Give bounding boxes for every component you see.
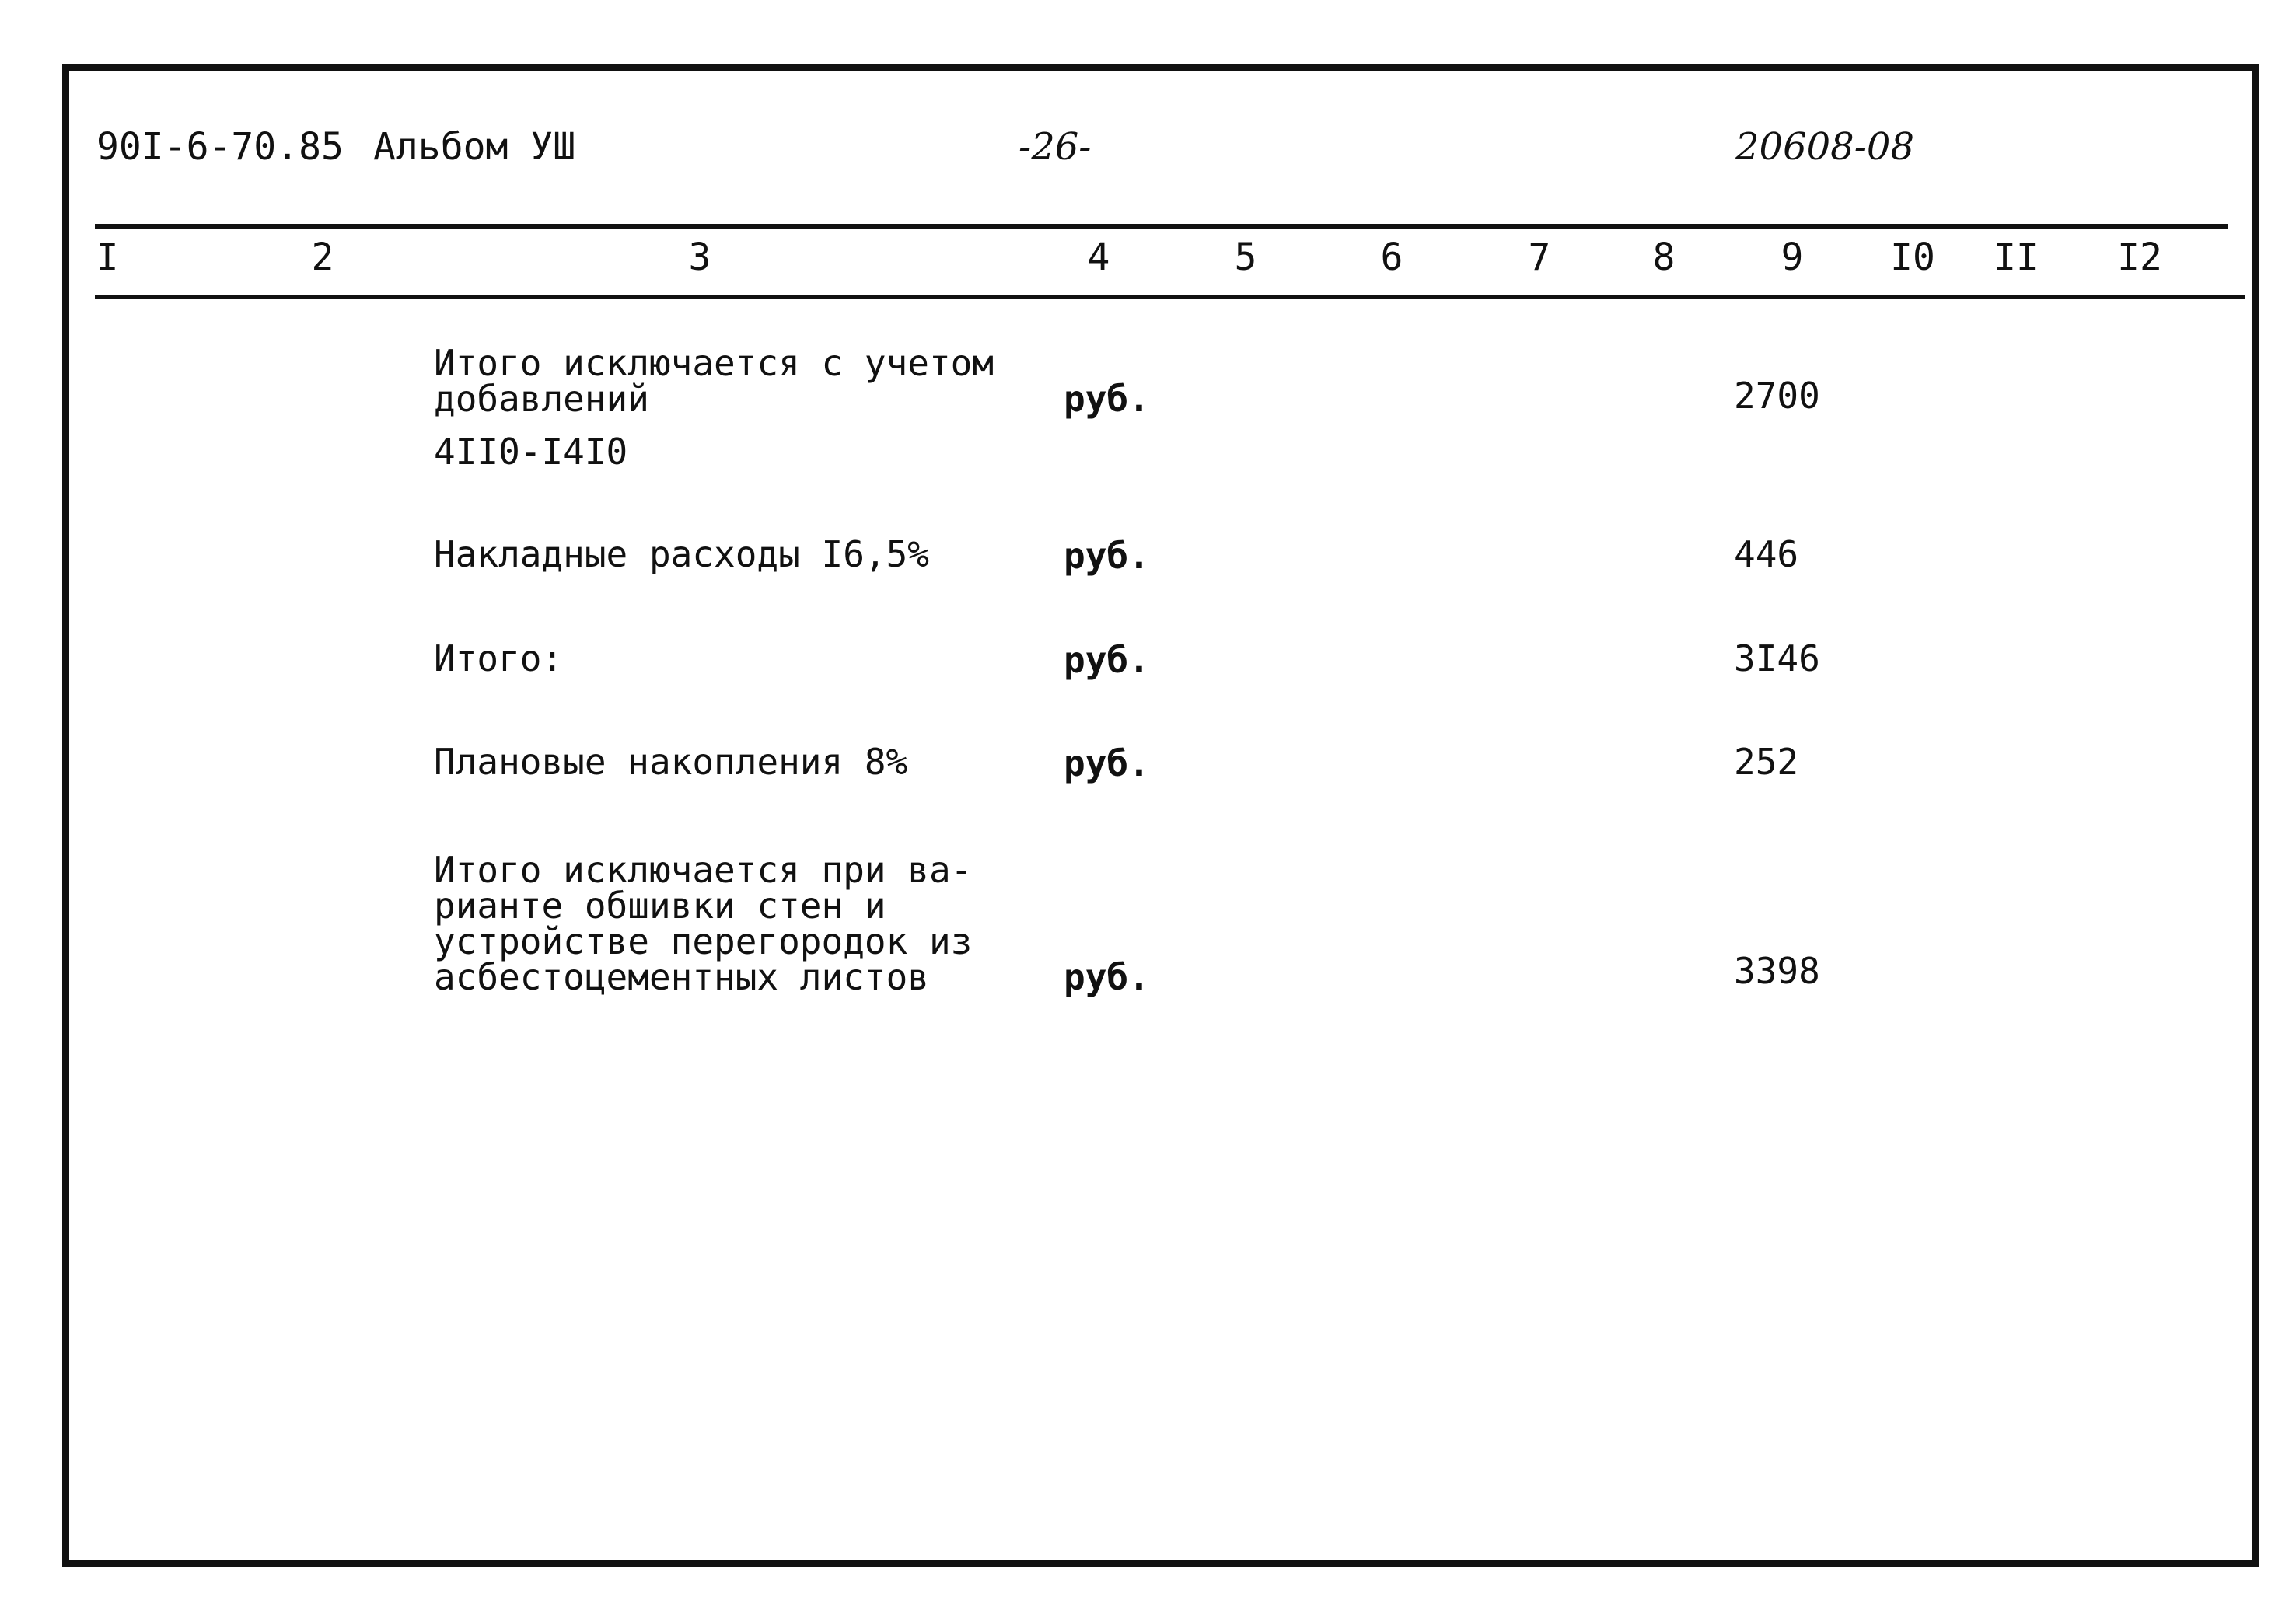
column-number-4: 4 (1087, 236, 1110, 279)
row-5-description-line-2: рианте обшивки стен и (434, 885, 886, 927)
column-number-2: 2 (311, 236, 334, 279)
row-1-subcode: 4II0-I4I0 (434, 431, 628, 473)
row-4-unit: руб. (1064, 742, 1150, 784)
column-number-12: I2 (2117, 236, 2162, 279)
column-number-11: II (1994, 236, 2039, 279)
row-5-description-line-4: асбестоцементных листов (434, 956, 929, 998)
column-number-9: 9 (1781, 236, 1804, 279)
row-2-description: Накладные расходы I6,5% (434, 533, 929, 575)
document-code: 90I-6-70.85 (96, 125, 344, 169)
column-number-10: I0 (1890, 236, 1935, 279)
header-rule-bottom (95, 295, 2245, 299)
row-1-value: 2700 (1734, 375, 1820, 417)
row-5-value: 3398 (1734, 950, 1820, 992)
row-4-description: Плановые накопления 8% (434, 741, 908, 783)
row-4-value: 252 (1734, 741, 1799, 783)
column-number-1: I (96, 236, 119, 279)
column-number-3: 3 (688, 236, 711, 279)
page-frame (62, 64, 2259, 1567)
row-3-value: 3I46 (1734, 637, 1820, 679)
column-number-7: 7 (1528, 236, 1551, 279)
column-number-8: 8 (1652, 236, 1676, 279)
row-2-unit: руб. (1064, 535, 1150, 577)
row-3-unit: руб. (1064, 639, 1150, 681)
row-2-value: 446 (1734, 533, 1799, 575)
header-rule-top (95, 224, 2228, 229)
row-1-description-line-2: добавлений (434, 378, 649, 420)
column-number-6: 6 (1380, 236, 1403, 279)
page-number: -26- (1019, 125, 1092, 169)
row-5-description-line-3: устройстве перегородок из (434, 920, 973, 962)
row-1-unit: руб. (1064, 378, 1150, 420)
row-5-unit: руб. (1064, 956, 1150, 998)
row-5-description-line-1: Итого исключается при ва- (434, 849, 973, 891)
column-number-5: 5 (1234, 236, 1257, 279)
document-number: 20608-08 (1735, 125, 1914, 169)
row-1-description-line-1: Итого исключается с учетом (434, 342, 994, 384)
album-label: Альбом УШ (373, 125, 576, 169)
row-3-description: Итого: (434, 637, 564, 679)
